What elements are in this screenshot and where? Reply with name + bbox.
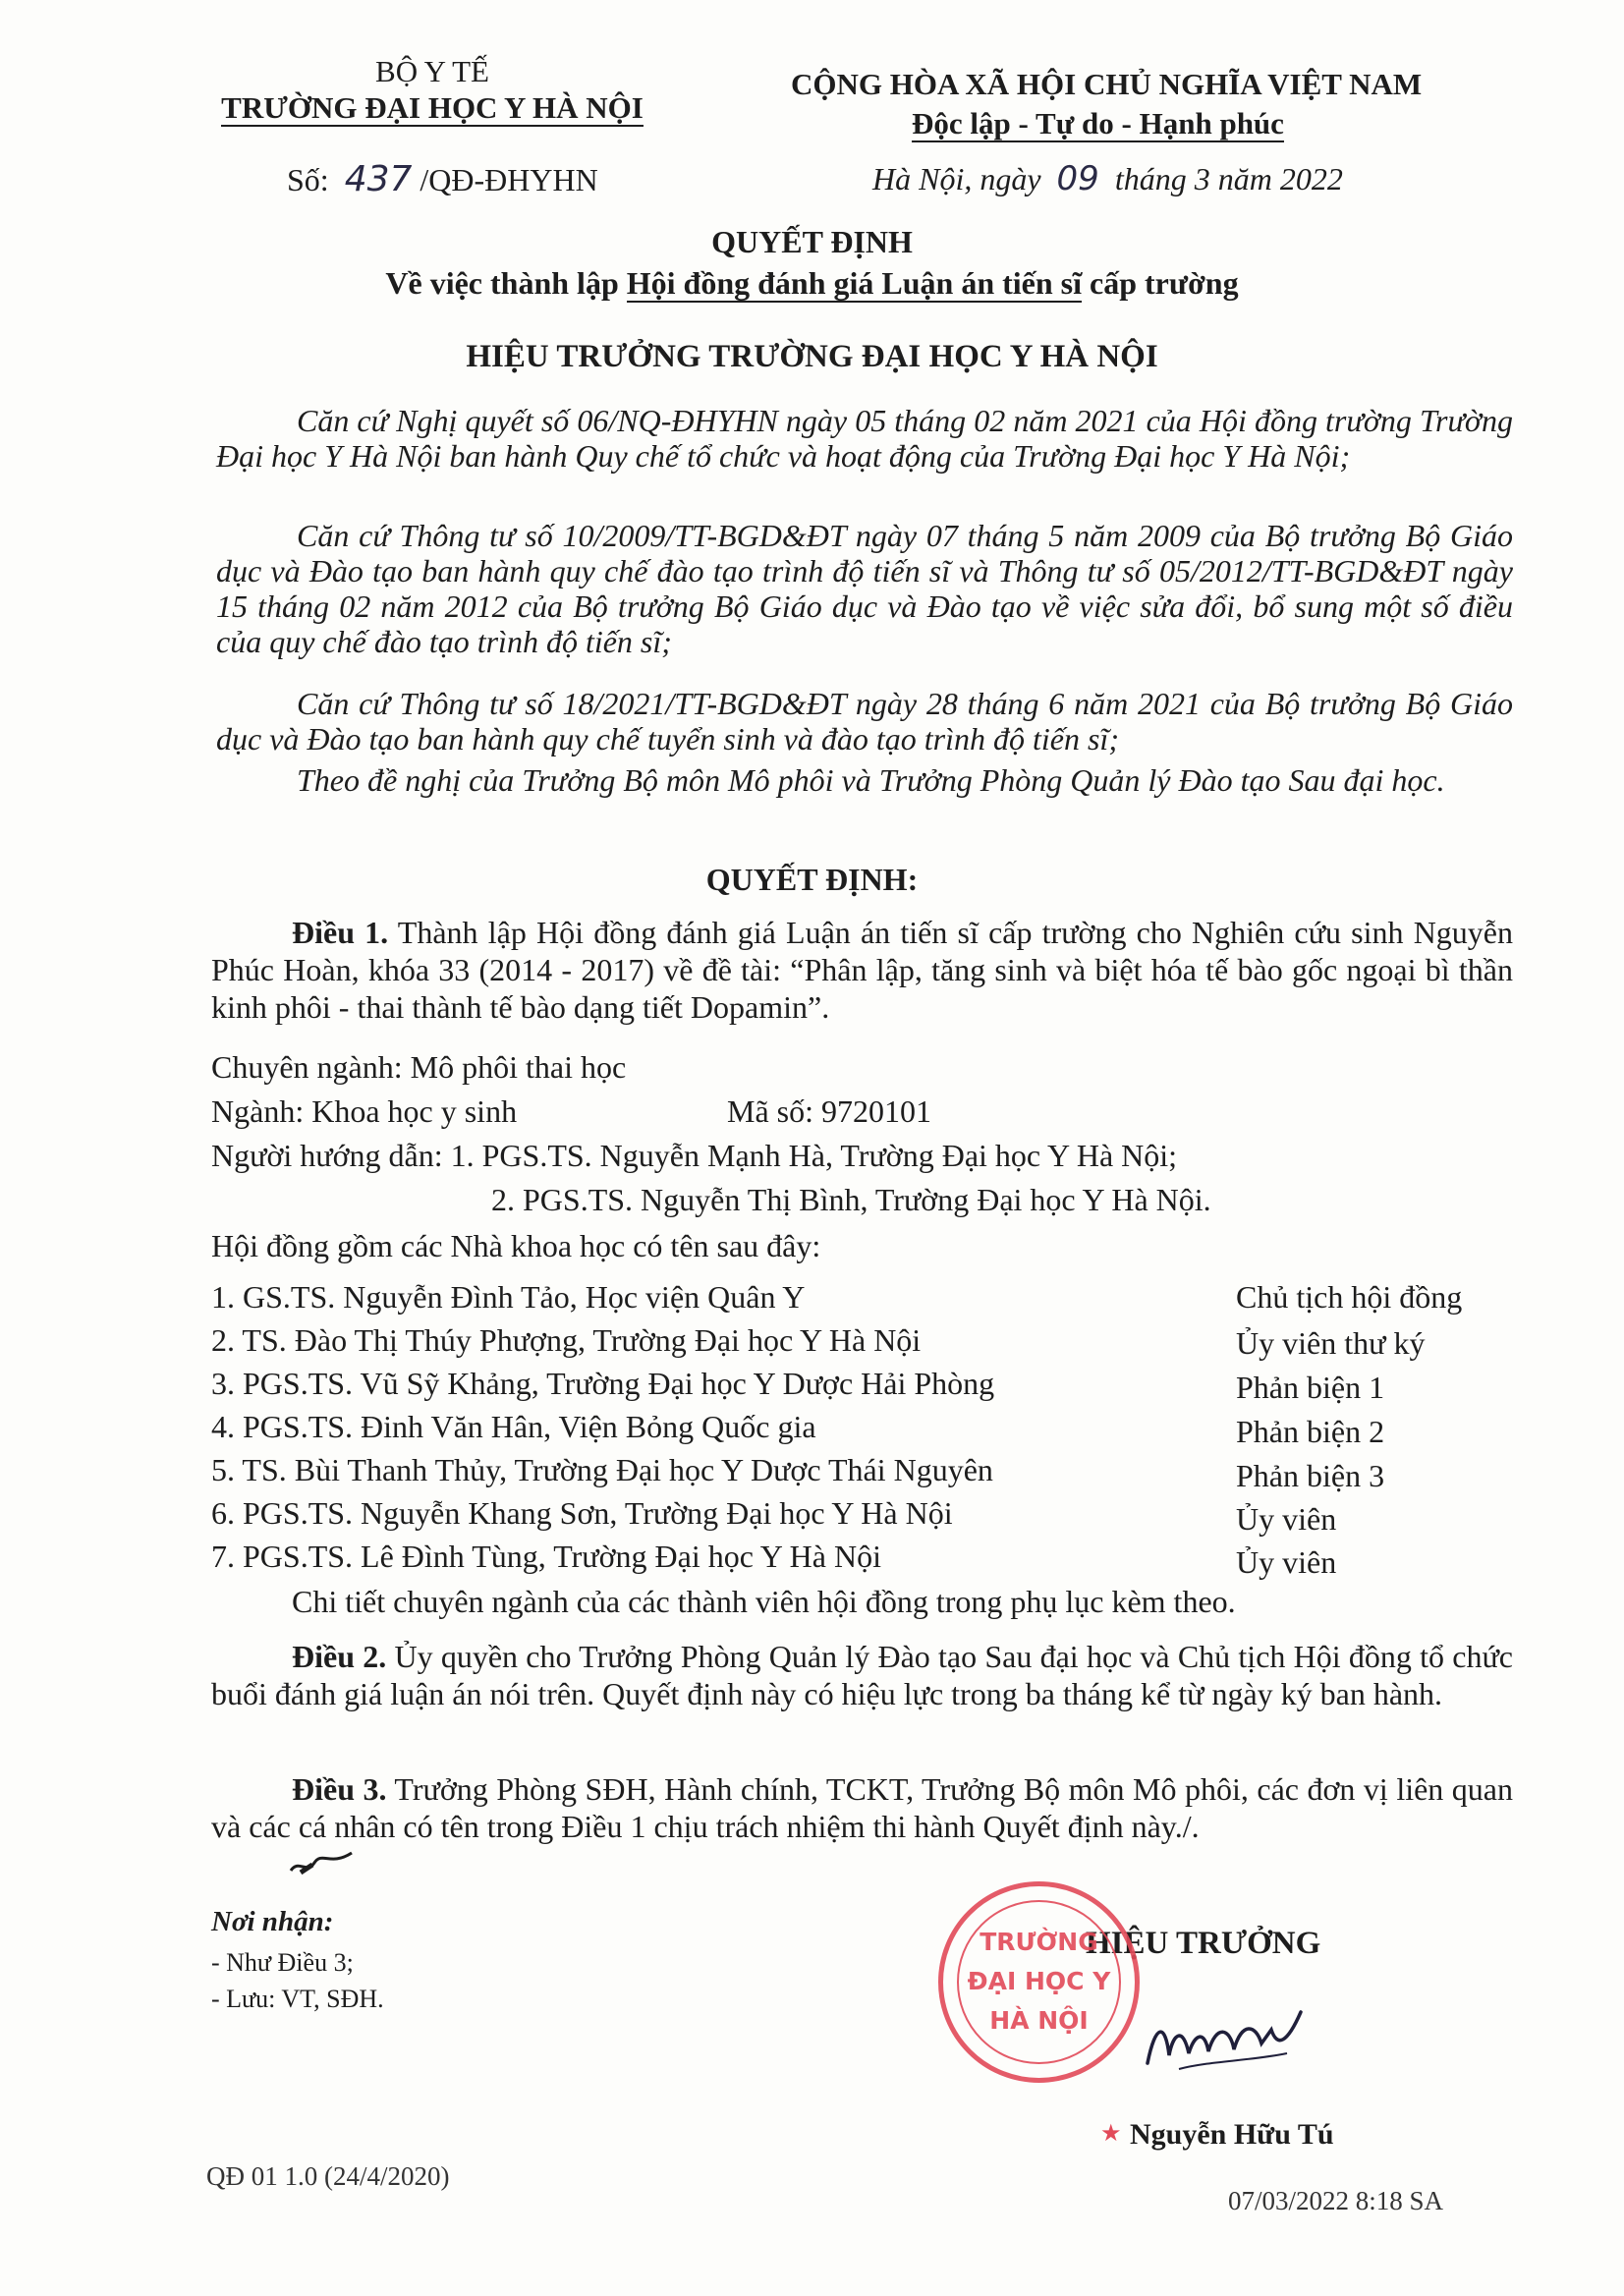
document-title: QUYẾT ĐỊNH <box>711 224 913 259</box>
number-handwritten: 437 <box>344 159 413 199</box>
date-suffix: tháng 3 năm 2022 <box>1114 161 1343 196</box>
council-member <box>211 1366 1518 1409</box>
number-prefix: Số: <box>287 162 329 197</box>
issuing-authority: HIỆU TRƯỞNG TRƯỜNG ĐẠI HỌC Y HÀ NỘI <box>466 339 1158 374</box>
supervisor-2: 2. PGS.TS. Nguyễn Thị Bình, Trường Đại học Y Hà Nội. <box>491 1182 1211 1217</box>
member-role: Phản biện 2 <box>1236 1414 1385 1449</box>
print-timestamp: 07/03/2022 8:18 SA <box>1228 2186 1444 2215</box>
article-3 <box>211 1770 1513 1845</box>
council-member <box>211 1452 1518 1495</box>
form-code: QĐ 01 1.0 (24/4/2020) <box>206 2161 450 2191</box>
council-member-list <box>211 1279 1518 1582</box>
member-role: Phản biện 3 <box>1236 1458 1385 1493</box>
article-1-label: Điều 1. <box>292 915 389 950</box>
preamble-1: Căn cứ Nghị quyết số 06/NQ-ĐHYHN ngày 05 tháng 02 năm 2021 của Hội đồng trường Trường Đại học Y Hà Nội ban hành Quy chế tổ chức và hoạt động của Trường Đại học Y Hà Nội; <box>216 403 1513 474</box>
number-suffix: /QĐ-ĐHYHN <box>420 162 598 197</box>
council-member <box>211 1279 1518 1322</box>
article-2 <box>211 1638 1513 1712</box>
recipient-item: - Như Điều 3; <box>211 1948 354 1977</box>
article-3-label: Điều 3. <box>292 1771 387 1807</box>
member-role: Phản biện 1 <box>1236 1370 1385 1405</box>
member-role: Ủy viên <box>1236 1501 1337 1537</box>
council-member <box>211 1322 1518 1366</box>
document-subject <box>0 265 1624 302</box>
subject-before: Về việc thành lập <box>385 265 627 301</box>
council-member <box>211 1539 1518 1582</box>
member-name: 7. PGS.TS. Lê Đình Tùng, Trường Đại học Y Hà Nội <box>211 1539 881 1574</box>
member-name: 5. TS. Bùi Thanh Thủy, Trường Đại học Y Dược Thái Nguyên <box>211 1452 993 1487</box>
member-role: Ủy viên thư ký <box>1236 1325 1426 1361</box>
article-3-text: Trưởng Phòng SĐH, Hành chính, TCKT, Trưởng Bộ môn Mô phôi, các đơn vị liên quan và các cá nhân có tên trong Điều 1 chịu trách nhiệm thi hành Quyết định này./. <box>211 1771 1514 1844</box>
decision-heading: QUYẾT ĐỊNH: <box>705 862 919 897</box>
recipients-heading: Nơi nhận: <box>211 1906 334 1937</box>
member-name: 6. PGS.TS. Nguyễn Khang Sơn, Trường Đại học Y Hà Nội <box>211 1495 953 1531</box>
seal-line: ĐẠI HỌC Y <box>967 1967 1111 1995</box>
member-name: 2. TS. Đào Thị Thúy Phượng, Trường Đại học Y Hà Nội <box>211 1322 922 1358</box>
council-intro: Hội đồng gồm các Nhà khoa học có tên sau đây: <box>211 1228 821 1263</box>
motto-text: Độc lập - Tự do - Hạnh phúc <box>912 106 1284 140</box>
seal-line: HÀ NỘI <box>989 2006 1089 2035</box>
country-name: CỘNG HÒA XÃ HỘI CHỦ NGHĨA VIỆT NAM <box>791 67 1423 101</box>
article-2-label: Điều 2. <box>292 1639 387 1674</box>
member-name: 4. PGS.TS. Đinh Văn Hân, Viện Bỏng Quốc gia <box>211 1409 816 1444</box>
university-name-text: TRƯỜNG ĐẠI HỌC Y HÀ NỘI <box>221 90 644 125</box>
article-1-text: Thành lập Hội đồng đánh giá Luận án tiến sĩ cấp trường cho Nghiên cứu sinh Nguyễn Phúc Hoàn, khóa 33 (2014 - 2017) về đề tài: “Phân lập, tăng sinh và biệt hóa tế bào gốc ngoại bì thần kinh phôi - thai thành tế bào dạng tiết Dopamin”. <box>211 915 1514 1025</box>
ministry-name: BỘ Y TẾ <box>375 54 489 88</box>
star-icon: ★ <box>1100 2121 1122 2147</box>
university-seal <box>938 1881 1140 2083</box>
handwritten-signature <box>1140 2004 1307 2083</box>
date-day-handwritten: 09 <box>1056 159 1099 198</box>
preamble-2: Căn cứ Thông tư số 10/2009/TT-BGD&ĐT ngày 07 tháng 5 năm 2009 của Bộ trưởng Bộ Giáo dục và Đào tạo ban hành quy chế đào tạo trình độ tiến sĩ và Thông tư số 05/2012/TT-BGD&ĐT ngày 15 tháng 02 năm 2012 của Bộ trưởng Bộ Giáo dục và Đào tạo về việc sửa đổi, bổ sung một số điều của quy chế đào tạo trình độ tiến sĩ; <box>216 518 1513 659</box>
motto <box>912 106 1284 141</box>
member-name: 3. PGS.TS. Vũ Sỹ Khảng, Trường Đại học Y Dược Hải Phòng <box>211 1366 995 1401</box>
council-member <box>211 1495 1518 1539</box>
member-role: Ủy viên <box>1236 1544 1337 1580</box>
initials-mark <box>287 1849 356 1878</box>
appendix-note: Chi tiết chuyên ngành của các thành viên hội đồng trong phụ lục kèm theo. <box>292 1584 1236 1619</box>
member-role: Chủ tịch hội đồng <box>1236 1279 1463 1315</box>
subject-after: cấp trường <box>1082 265 1239 301</box>
document-number <box>287 159 598 199</box>
council-member <box>211 1409 1518 1452</box>
seal-line: TRƯỜNG <box>980 1928 1098 1956</box>
article-2-text: Ủy quyền cho Trưởng Phòng Quản lý Đào tạo Sau đại học và Chủ tịch Hội đồng tổ chức buổi đánh giá luận án nói trên. Quyết định này có hiệu lực trong ba tháng kể từ ngày ký ban hành. <box>211 1639 1514 1711</box>
signer-name: Nguyễn Hữu Tú <box>1130 2118 1334 2151</box>
preamble-3: Căn cứ Thông tư số 18/2021/TT-BGD&ĐT ngày 28 tháng 6 năm 2021 của Bộ trưởng Bộ Giáo dục và Đào tạo ban hành quy chế tuyển sinh và đào tạo trình độ tiến sĩ; <box>216 686 1513 756</box>
issue-date <box>872 159 1343 198</box>
preamble-4: Theo đề nghị của Trưởng Bộ môn Mô phôi và Trưởng Phòng Quản lý Đào tạo Sau đại học. <box>297 762 1445 798</box>
date-prefix: Hà Nội, ngày <box>872 161 1041 196</box>
field-code: Mã số: 9720101 <box>727 1093 931 1129</box>
supervisor-1: Người hướng dẫn: 1. PGS.TS. Nguyễn Mạnh Hà, Trường Đại học Y Hà Nội; <box>211 1138 1178 1173</box>
university-name <box>206 90 658 126</box>
subject-underlined: Hội đồng đánh giá Luận án tiến sĩ <box>626 265 1083 301</box>
member-name: 1. GS.TS. Nguyễn Đình Tảo, Học viện Quân Y <box>211 1279 806 1315</box>
article-1 <box>211 914 1513 1026</box>
specialty: Chuyên ngành: Mô phôi thai học <box>211 1049 627 1085</box>
signer-title: HIỆU TRƯỞNG <box>1086 1926 1321 1961</box>
recipient-item: - Lưu: VT, SĐH. <box>211 1985 384 2013</box>
field: Ngành: Khoa học y sinh <box>211 1093 518 1129</box>
